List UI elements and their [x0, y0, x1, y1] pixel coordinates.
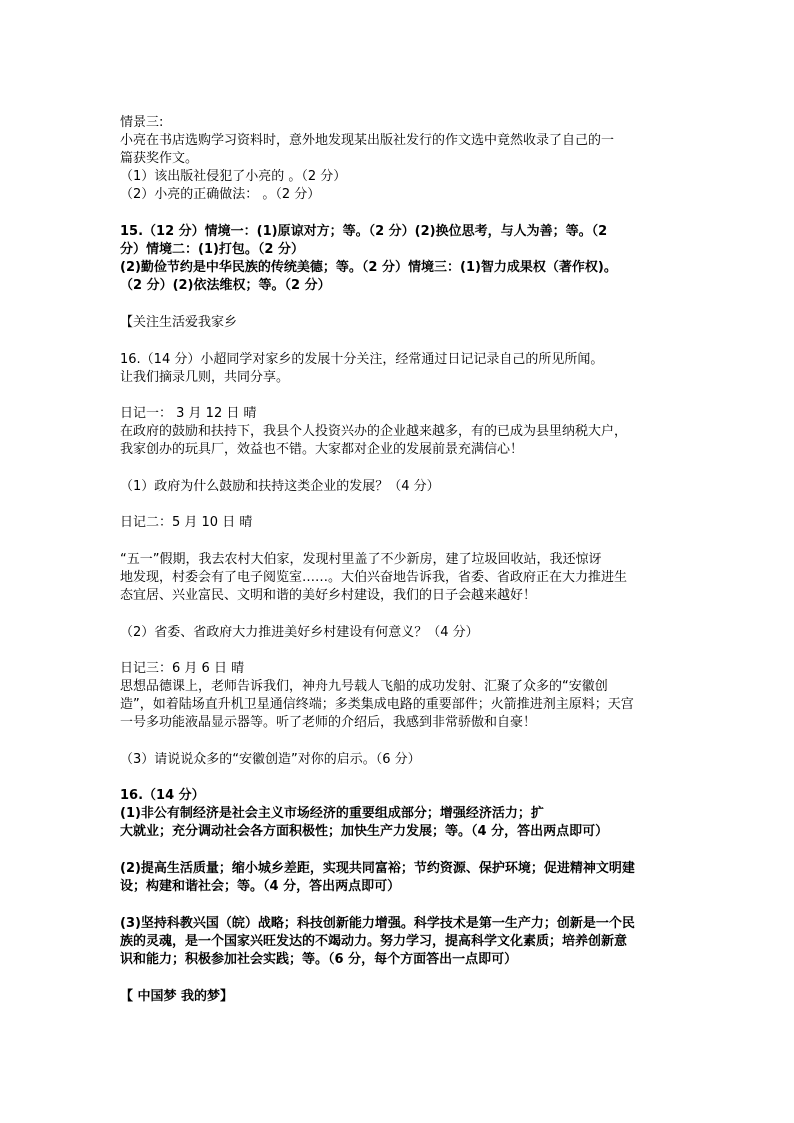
answer16-title: 16.（14 分） [120, 788, 205, 803]
sub-question-3: （3）请说说众多的“安徽创造”对你的启示。（6 分） [120, 752, 421, 767]
answer16-line: 识和能力；积极参加社会实践；等。（6 分，每个方面答出一点即可） [120, 952, 518, 967]
scene3-title: 情景三: [120, 115, 164, 130]
diary1-text: 我家创办的玩具厂，效益也不错。大家都对企业的发展前景充满信心！ [120, 442, 524, 457]
q16-intro: 16.（14 分）小超同学对家乡的发展十分关注，经常通过日记记录自己的所见所闻。 [120, 352, 604, 367]
diary1-title: 日记一： 3 月 12 日 晴 [120, 406, 257, 421]
section-heading: 【 中国梦 我的梦】 [120, 989, 234, 1004]
answer16-line: 大就业；充分调动社会各方面积极性；加快生产力发展；等。（4 分，答出两点即可） [120, 824, 609, 839]
answer16-line: 族的灵魂，是一个国家兴旺发达的不竭动力。努力学习，提高科学文化素质；培养创新意 [120, 934, 628, 949]
diary2-title: 日记二：5 月 10 日 晴 [120, 515, 253, 530]
answer15-line: （2 分）(2)依法维权；等。（2 分） [120, 278, 331, 293]
diary3-title: 日记三：6 月 6 日 晴 [120, 661, 245, 676]
diary2-text: 地发现，村委会有了电子阅览室……。大伯兴奋地告诉我，省委、省政府正在大力推进生 [120, 570, 628, 585]
scene3-question-1: （1）该出版社侵犯了小亮的 。（2 分） [120, 169, 347, 184]
answer16-line: 设；构建和谐社会；等。（4 分，答出两点即可） [120, 879, 401, 894]
diary3-text: 一号多功能液晶显示器等。听了老师的介绍后，我感到非常骄傲和自豪！ [120, 715, 537, 730]
sub-question-2: （2）省委、省政府大力推进美好乡村建设有何意义？（4 分） [120, 625, 479, 640]
sub-question-1: （1）政府为什么鼓励和扶持这类企业的发展？（4 分） [120, 479, 440, 494]
scene3-question-2: （2）小亮的正确做法： 。（2 分） [120, 187, 321, 202]
answer16-line: (1)非公有制经济是社会主义市场经济的重要组成部分；增强经济活力；扩 [120, 806, 544, 821]
q16-intro: 让我们摘录几则，共同分享。 [120, 370, 290, 385]
scene3-body-line: 小亮在书店选购学习资料时，意外地发现某出版社发行的作文选中竟然收录了自己的一 [120, 133, 615, 148]
diary1-text: 在政府的鼓励和扶持下，我县个人投资兴办的企业越来越多，有的已成为县里纳税大户， [120, 424, 628, 439]
answer16-line: (3)坚持科教兴国（皖）战略；科技创新能力增强。科学技术是第一生产力；创新是一个民 [120, 916, 635, 931]
answer15-line: 15.（12 分）情境一：(1)原谅对方；等。（2 分）(2)换位思考，与人为善；等。（2 [120, 224, 608, 239]
diary2-text: 态宜居、兴业富民、文明和谐的美好乡村建设，我们的日子会越来越好！ [120, 588, 537, 603]
scene3-body-line: 篇获奖作文。 [120, 151, 199, 166]
diary2-text: “五一”假期，我去农村大伯家，发现村里盖了不少新房，建了垃圾回收站，我还惊讶 [120, 552, 602, 567]
section-heading: 【关注生活爱我家乡 [120, 315, 238, 330]
answer15-line: 分）情境二：(1)打包。（2 分） [120, 242, 304, 257]
diary3-text: 造”，如着陆场直升机卫星通信终端；多类集成电路的重要部件；火箭推进剂主原料；天宫 [120, 697, 634, 712]
answer16-line: (2)提高生活质量；缩小城乡差距，实现共同富裕；节约资源、保护环境；促进精神文明建 [120, 861, 635, 876]
diary3-text: 思想品德课上，老师告诉我们，神舟九号载人飞船的成功发射、汇聚了众多的“安徽创 [120, 679, 608, 694]
answer15-line: (2)勤俭节约是中华民族的传统美德；等。（2 分）情境三：(1)智力成果权（著作权)。 [120, 260, 617, 275]
